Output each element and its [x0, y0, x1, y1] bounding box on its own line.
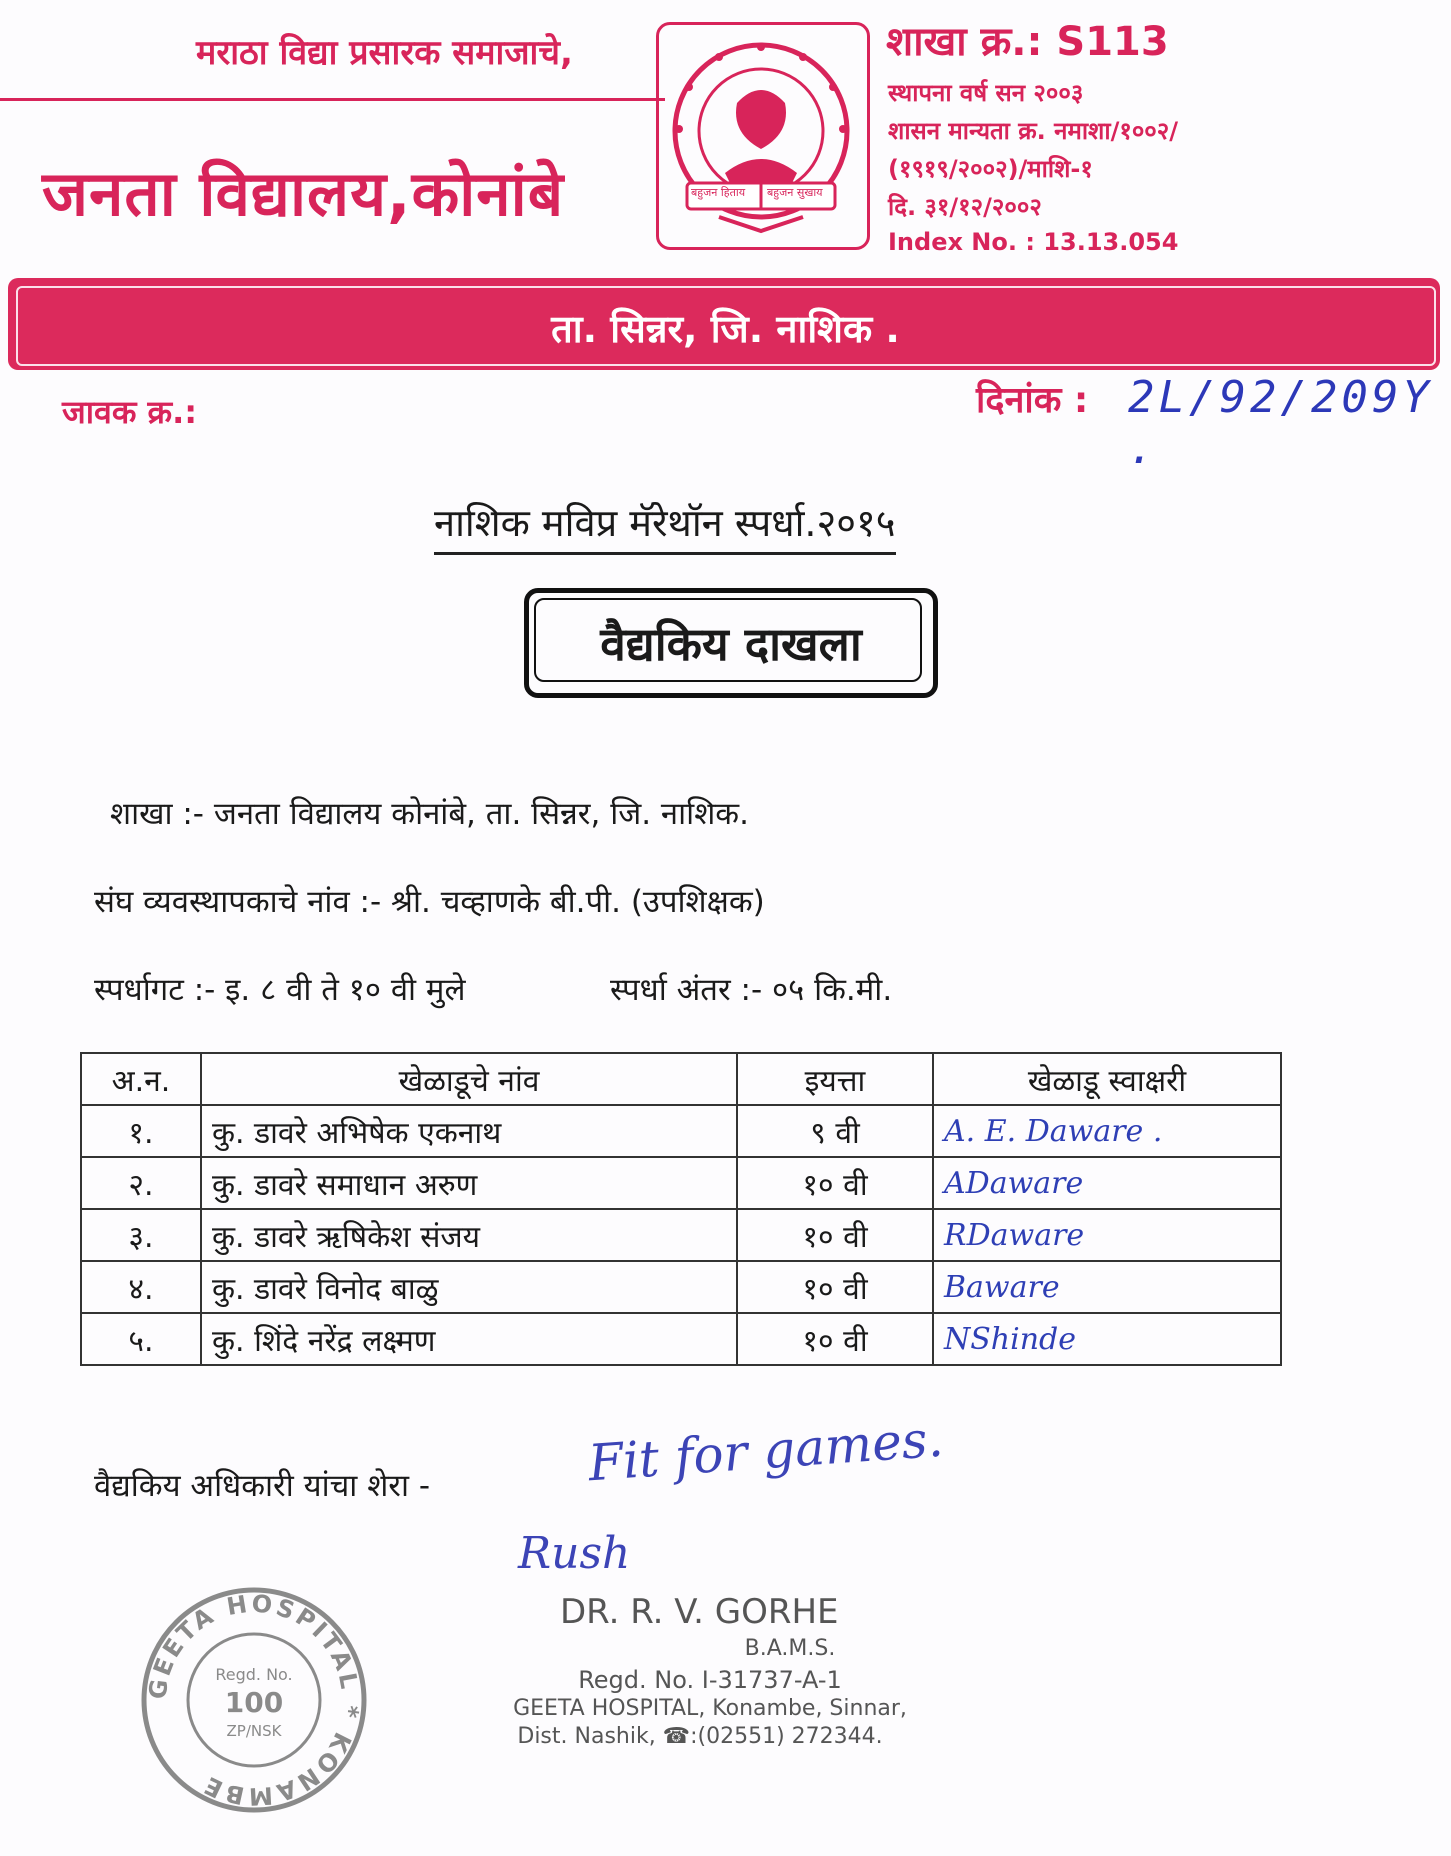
- cell-signature: NShinde: [933, 1313, 1281, 1365]
- stamp-zp-label: ZP/NSK: [226, 1722, 282, 1740]
- table-row: [81, 1209, 1281, 1261]
- branch-line: शाखा :- जनता विद्यालय कोनांबे, ता. सिन्नर, जि. नाशिक.: [110, 796, 749, 832]
- logo-ribbon-left: बहुजन हिताय: [691, 186, 746, 199]
- cell-signature: A. E. Daware .: [933, 1105, 1281, 1157]
- cell-standard: ९ वी: [737, 1105, 933, 1157]
- cell-signature: RDaware: [933, 1209, 1281, 1261]
- hospital-stamp-icon: [138, 1584, 370, 1816]
- header-serial: अ.न.: [81, 1053, 201, 1105]
- date-value: 2L/92/209Y .: [1128, 372, 1433, 474]
- doctor-degree: B.A.M.S.: [744, 1636, 836, 1661]
- table-row: [81, 1157, 1281, 1209]
- cell-standard: १० वी: [737, 1261, 933, 1313]
- table-row: [81, 1313, 1281, 1365]
- school-address: ता. सिन्नर, जि. नाशिक .: [551, 307, 900, 351]
- header-rule: [0, 98, 665, 101]
- cell-signature: ADaware: [933, 1157, 1281, 1209]
- society-emblem-icon: [663, 33, 859, 239]
- hospital-phone: Dist. Nashik, ☎:(02551) 272344.: [517, 1724, 883, 1749]
- handwritten-remark: Fit for games.: [586, 1409, 946, 1493]
- header-signature: खेळाडू स्वाक्षरी: [933, 1053, 1281, 1105]
- table-row: [81, 1261, 1281, 1313]
- branch-code: शाखा क्र.: S113: [886, 19, 1169, 65]
- header-standard: इयत्ता: [737, 1053, 933, 1105]
- cell-standard: १० वी: [737, 1209, 933, 1261]
- registration-line: शासन मान्यता क्र. नमाशा/१००२/: [888, 117, 1179, 145]
- cell-player-name: कु. डावरे अभिषेक एकनाथ: [201, 1105, 737, 1157]
- cell-standard: १० वी: [737, 1157, 933, 1209]
- school-name: जनता विद्यालय,कोनांबे: [42, 157, 565, 230]
- cell-serial: १.: [81, 1105, 201, 1157]
- stamp-regd-number: 100: [224, 1686, 284, 1719]
- date-label: दिनांक :: [976, 380, 1089, 421]
- cell-signature: Baware: [933, 1261, 1281, 1313]
- logo-ribbon-right: बहुजन सुखाय: [767, 186, 823, 199]
- team-manager-line: संघ व्यवस्थापकाचे नांव :- श्री. चव्हाणके बी.पी. (उपशिक्षक): [94, 884, 765, 920]
- inward-number-label: जावक क्र.:: [62, 393, 198, 431]
- cell-serial: ३.: [81, 1209, 201, 1261]
- hospital-stamp: [138, 1584, 370, 1820]
- hospital-address: GEETA HOSPITAL, Konambe, Sinnar,: [513, 1696, 907, 1721]
- certificate-title: वैद्यकिय दाखला: [600, 617, 862, 671]
- doctor-name: DR. R. V. GORHE: [560, 1592, 839, 1632]
- header-player-name: खेळाडूचे नांव: [201, 1053, 737, 1105]
- registration-line: दि. ३१/१२/२००२: [888, 193, 1042, 221]
- doctor-registration: Regd. No. I-31737-A-1: [578, 1666, 842, 1694]
- table-row: [81, 1105, 1281, 1157]
- cell-standard: १० वी: [737, 1313, 933, 1365]
- players-table: [80, 1052, 1282, 1366]
- event-title: नाशिक मविप्र मॅरेथॉन स्पर्धा.२०१५: [434, 496, 896, 555]
- table-header-row: [81, 1053, 1281, 1105]
- medical-officer-remark-label: वैद्यकिय अधिकारी यांचा शेरा -: [94, 1468, 431, 1504]
- logo-box: [656, 22, 870, 250]
- cell-player-name: कु. डावरे विनोद बाळु: [201, 1261, 737, 1313]
- cell-serial: २.: [81, 1157, 201, 1209]
- doctor-initials: Rush: [518, 1528, 631, 1579]
- registration-line: (१९१९/२००२)/माशि-१: [888, 155, 1093, 183]
- distance-line: स्पर्धा अंतर :- ०५ कि.मी.: [610, 972, 893, 1008]
- stamp-ring-text: GEETA HOSPITAL * KONAMBE: [143, 1589, 365, 1811]
- stamp-regd-label: Regd. No.: [215, 1665, 293, 1684]
- registration-line: स्थापना वर्ष सन २००३: [888, 79, 1084, 107]
- society-name: मराठा विद्या प्रसारक समाजाचे,: [196, 33, 573, 73]
- cell-player-name: कु. डावरे ऋषिकेश संजय: [201, 1209, 737, 1261]
- cell-player-name: कु. डावरे समाधान अरुण: [201, 1157, 737, 1209]
- cell-serial: ४.: [81, 1261, 201, 1313]
- cell-player-name: कु. शिंदे नरेंद्र लक्ष्मण: [201, 1313, 737, 1365]
- category-line: स्पर्धागट :- इ. ८ वी ते १० वी मुले: [94, 972, 466, 1008]
- cell-serial: ५.: [81, 1313, 201, 1365]
- index-number: Index No. : 13.13.054: [888, 228, 1179, 256]
